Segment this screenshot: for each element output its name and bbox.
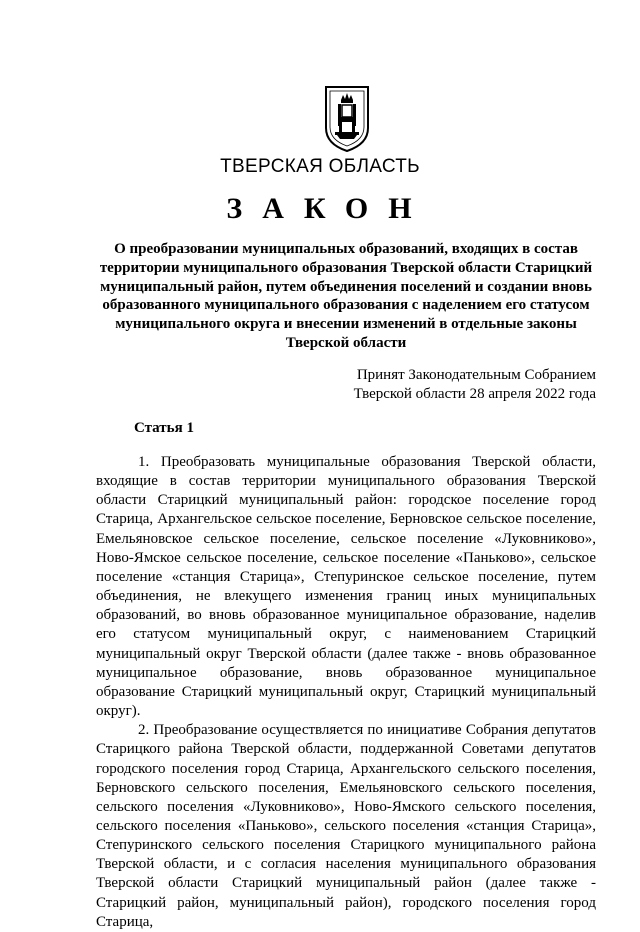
adoption-note xyxy=(296,366,596,404)
document-type-heading: ЗАКОН xyxy=(226,192,432,225)
coat-of-arms-icon xyxy=(323,84,371,154)
paragraph: 2. Преобразование осуществляется по инициативе Собрания депутатов Старицкого района Тверской области, поддержанной Советами депутатов городского поселения город Старица, Архангельского сельского поселения, Берновского сельского поселения, Емельяновского сельского поселения, сельского поселения «Луковниково», Ново-Ямского сельского поселения, сельского поселения «Паньково», сельского поселения «станция Старица», Степуринского сельского поселения Старицкого муниципального района Тверской области, и с согласия населения муниципального образования Тверской области Старицкий муниципальный район (далее также - Старицкий район, муниципальный район), городского поселения город Старица, xyxy=(96,722,596,930)
article-body xyxy=(96,453,596,932)
law-title: О преобразовании муниципальных образований, входящих в состав территории муниципального образования Тверской области Старицкий муниципальный район, путем объединения поселений и создании вновь образованного муниципального образования с наделением его статусом муниципального округа и внесении изменений в отдельные законы Тверской области xyxy=(99,241,593,351)
article-heading: Статья 1 xyxy=(134,420,194,436)
adoption-line-1: Принят Законодательным Собранием xyxy=(356,367,596,383)
adoption-line-2: Тверской области 28 апреля 2022 года xyxy=(353,386,596,402)
paragraph: 1. Преобразовать муниципальные образования Тверской области, входящие в состав территории муниципального образования Тверской области Старицкий муниципальный район: городское поселение город Старица, Архангельское сельское поселение, Берновское сельское поселение, Емельяновское сельское поселение, сельское поселение «Луковниково», Ново-Ямское сельское поселение, сельское поселение «Паньково», сельское поселение «станция Старица», Степуринское сельское поселение, путем объединения, не влекущего изменения границ иных муниципальных образований, во вновь образованное муниципальное образование, наделив его статусом муниципальный округ, с наименованием Старицкий муниципальный округ Тверской области (далее также - вновь образованное муниципальное образование, вновь образованное муниципальное образование Старицкий муниципальный округ, Старицкий муниципальный округ). xyxy=(96,454,596,720)
region-heading: ТВЕРСКАЯ ОБЛАСТЬ xyxy=(220,156,420,177)
